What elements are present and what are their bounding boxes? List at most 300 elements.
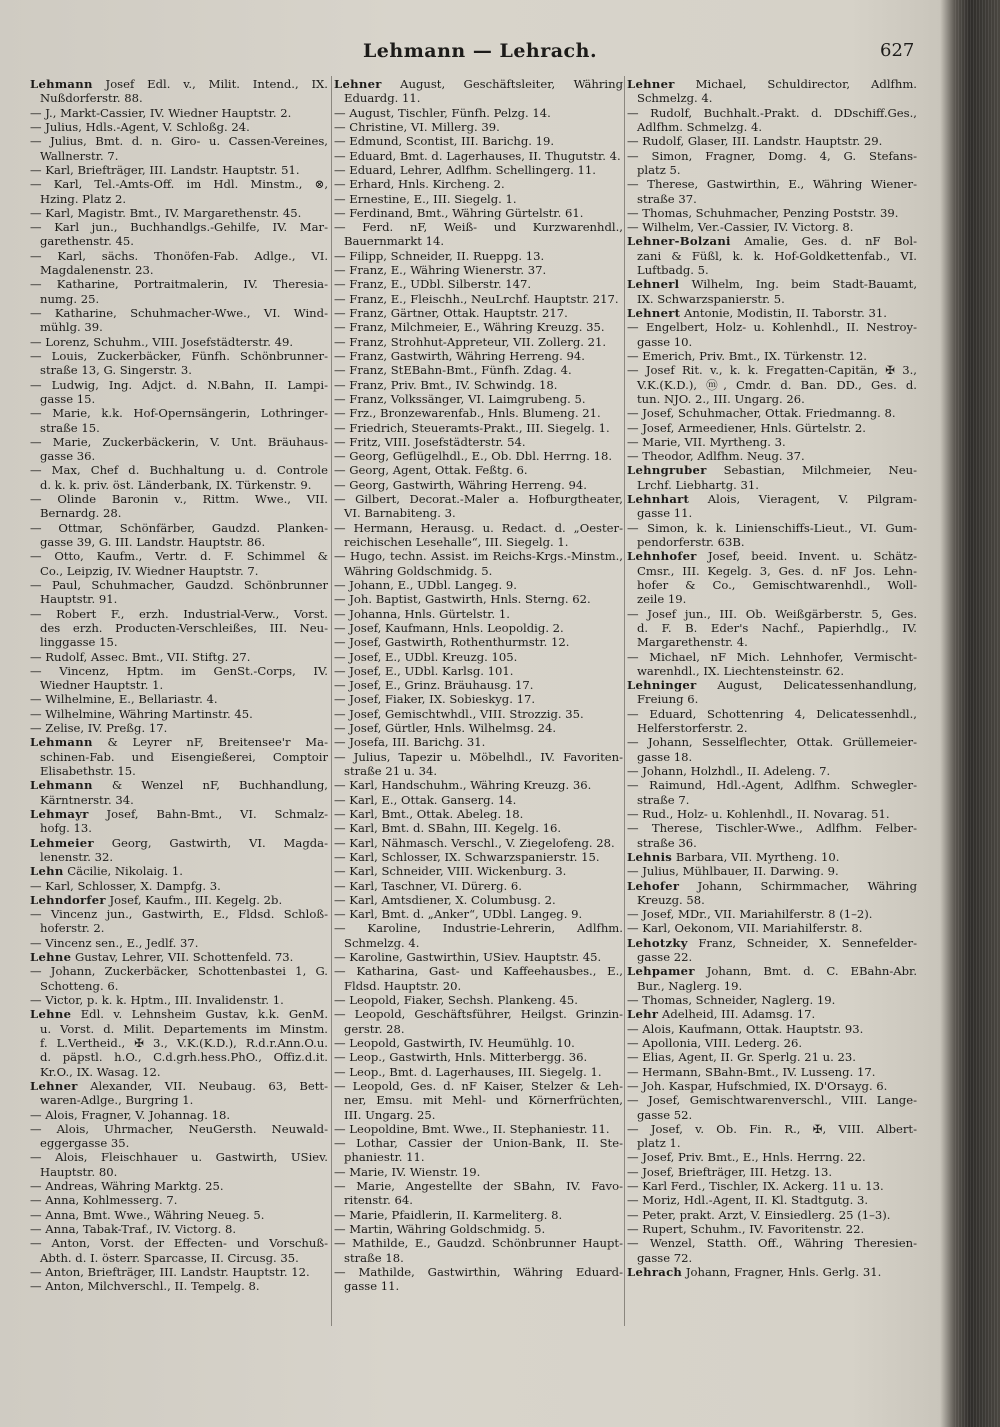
entry-text: Wiedner Hauptstr. 1. <box>40 678 164 693</box>
entry-text: — Josef, Gastwirth, Rothenthurmstr. 12. <box>334 635 570 650</box>
entry-text: — Hermann, SBahn-Bmt., IV. Lusseng. 17. <box>627 1064 876 1079</box>
directory-entry <box>334 1007 623 1036</box>
entry-text: — Karl, Bmt. d. „Anker“, UDbl. Langeg. 9. <box>334 907 583 922</box>
entry-text: — Peter, prakt. Arzt, V. Einsiedlerg. 25 (1–3). <box>627 1207 891 1222</box>
entry-continuation-line <box>30 592 328 606</box>
entry-text: gasse 39, G. III. Landstr. Hauptstr. 86. <box>40 535 266 549</box>
entry-line <box>334 149 623 163</box>
directory-entry <box>334 335 623 349</box>
entry-line <box>334 363 623 377</box>
entry-text: straße 15. <box>40 420 100 435</box>
surname-heading: Lehnert <box>627 306 681 320</box>
entry-continuation-line <box>627 564 917 578</box>
entry-text: Nußdorferstr. 88. <box>40 91 143 106</box>
surname-heading: Lehne <box>30 1007 72 1022</box>
directory-entry <box>627 521 917 550</box>
entry-text: — Karl, Handschuhm., Währing Kreuzg. 36. <box>334 778 592 793</box>
entry-continuation-line <box>627 979 917 993</box>
entry-text: — Josef, Fiaker, IX. Sobieskyg. 17. <box>334 692 536 707</box>
entry-text: & Leyrer nF, Breitensee'r Ma- <box>107 735 328 750</box>
entry-text: Johann, Schirmmacher, Währing <box>697 878 917 893</box>
entry-continuation-line <box>334 1193 623 1207</box>
entry-line <box>627 306 917 320</box>
entry-line <box>334 1265 623 1279</box>
entry-text: Josef Edl. v., Milit. Intend., IX. <box>105 77 328 91</box>
entry-text: — Karl, Schlosser, X. Dampfg. 3. <box>30 878 221 893</box>
entry-line <box>627 177 917 191</box>
entry-text: — Rudolf, Glaser, III. Landstr. Hauptstr. 29. <box>627 134 883 149</box>
entry-line <box>334 1165 623 1179</box>
entry-text: Wilhelm, Ing. beim Stadt-Bauamt, <box>691 277 917 292</box>
entry-text: ritenstr. 64. <box>344 1193 413 1208</box>
column-divider <box>624 76 625 1326</box>
entry-continuation-line <box>30 564 328 578</box>
directory-entry <box>30 936 328 950</box>
entry-line <box>30 220 328 234</box>
entry-line <box>627 406 917 420</box>
directory-entry <box>334 492 623 521</box>
entry-line <box>334 592 623 606</box>
entry-text: Edl. v. Lehnsheim Gustav, k.k. GenM. <box>80 1007 328 1022</box>
entry-line <box>30 378 328 392</box>
entry-line <box>30 721 328 735</box>
entry-text: — Edmund, Scontist, III. Barichg. 19. <box>334 134 555 149</box>
directory-entry <box>627 678 917 707</box>
directory-entry <box>627 106 917 135</box>
directory-column-2 <box>334 77 623 1294</box>
directory-entry <box>627 134 917 148</box>
entry-continuation-line <box>334 1022 623 1036</box>
entry-text: August, Delicatessenhandlung, <box>717 678 917 693</box>
entry-text: — Josef, v. Ob. Fin. R., ✠, VIII. Albert- <box>627 1121 917 1136</box>
entry-text: Elisabethstr. 15. <box>40 764 136 778</box>
entry-line <box>627 650 917 664</box>
directory-entry <box>627 363 917 406</box>
surname-heading: Lehmayr <box>30 806 89 821</box>
entry-text: — Marie, IV. Wienstr. 19. <box>334 1164 481 1179</box>
entry-text: — Therese, Tischler-Wwe., Adlfhm. Felber- <box>627 821 917 836</box>
entry-line <box>30 435 328 449</box>
entry-continuation-line <box>30 793 328 807</box>
entry-continuation-line <box>627 1136 917 1150</box>
surname-heading: Lehofer <box>627 878 680 893</box>
directory-entry <box>334 263 623 277</box>
entry-text: — Ludwig, Ing. Adjct. d. N.Bahn, II. Lampi- <box>30 377 328 392</box>
directory-entry <box>627 1165 917 1179</box>
entry-line <box>334 492 623 506</box>
entry-text: — Franz, E., Fleischh., NeuLrchf. Hauptstr. 217. <box>334 291 619 306</box>
directory-entry <box>627 1007 917 1021</box>
entry-text: — Marie, Angestellte der SBahn, IV. Favo- <box>334 1179 623 1194</box>
entry-text: — Franz, Gärtner, Ottak. Hauptstr. 217. <box>334 306 568 320</box>
directory-entry <box>627 1022 917 1036</box>
entry-text: Lrchf. Liebhartg. 31. <box>637 477 759 492</box>
entry-text: Magdalenenstr. 23. <box>40 263 154 278</box>
entry-line <box>627 707 917 721</box>
entry-line <box>627 349 917 363</box>
directory-entry <box>627 435 917 449</box>
directory-entry <box>334 879 623 893</box>
directory-entry <box>334 306 623 320</box>
entry-text: — Rudolf, Buchhalt.-Prakt. d. DDschiff.Ges., <box>627 105 917 120</box>
entry-line <box>627 1079 917 1093</box>
entry-text: gasse 11. <box>344 1279 400 1294</box>
directory-entry <box>627 1093 917 1122</box>
entry-continuation-line <box>30 764 328 778</box>
entry-text: — Fritz, VIII. Josefstädterstr. 54. <box>334 434 526 449</box>
entry-text: — Raimund, Hdl.-Agent, Adlfhm. Schwegler- <box>627 778 917 793</box>
entry-line <box>334 793 623 807</box>
entry-continuation-line <box>334 1108 623 1122</box>
directory-entry <box>334 192 623 206</box>
entry-text: — Leopoldine, Bmt. Wwe., II. Stephaniestr. 11. <box>334 1121 610 1136</box>
entry-text: — Leop., Bmt. d. Lagerhauses, III. Siegelg. 1. <box>334 1064 602 1079</box>
entry-text: — Karl Ferd., Tischler, IX. Ackerg. 11 u. 13. <box>627 1179 884 1194</box>
directory-column-1 <box>30 77 328 1294</box>
entry-line <box>30 879 328 893</box>
entry-continuation-line <box>627 621 917 635</box>
entry-line <box>30 1265 328 1279</box>
directory-entry <box>334 349 623 363</box>
entry-text: — Filipp, Schneider, II. Rueppg. 13. <box>334 248 545 263</box>
entry-line <box>334 163 623 177</box>
entry-line <box>627 421 917 435</box>
directory-entry <box>627 850 917 864</box>
entry-text: Josef, Kaufm., III. Kegelg. 2b. <box>109 892 283 907</box>
entry-text: Luftbadg. 5. <box>637 263 709 278</box>
entry-line <box>627 907 917 921</box>
directory-entry <box>334 721 623 735</box>
entry-text: — Anna, Kohlmesserg. 7. <box>30 1193 178 1208</box>
entry-text: Kärntnerstr. 34. <box>40 792 134 807</box>
entry-line <box>30 206 328 220</box>
entry-line <box>334 721 623 735</box>
entry-continuation-line <box>30 1093 328 1107</box>
entry-line <box>334 692 623 706</box>
entry-text: — Josef, MDr., VII. Mariahilferstr. 8 (1–2). <box>627 907 873 922</box>
entry-line <box>30 664 328 678</box>
entry-text: — Ferdinand, Bmt., Währing Gürtelstr. 61. <box>334 205 584 220</box>
entry-text: — Marie, Zuckerbäckerin, V. Unt. Bräuhaus- <box>30 434 328 449</box>
entry-line <box>30 707 328 721</box>
directory-entry <box>627 764 917 778</box>
entry-continuation-line <box>627 793 917 807</box>
entry-text: Barbara, VII. Myrtheng. 10. <box>675 849 840 864</box>
directory-entry <box>334 635 623 649</box>
directory-entry <box>627 821 917 850</box>
entry-text: — Leop., Gastwirth, Hnls. Mitterbergg. 36. <box>334 1050 588 1065</box>
entry-text: — Christine, VI. Millerg. 39. <box>334 119 500 134</box>
entry-continuation-line <box>30 449 328 463</box>
entry-line <box>334 406 623 420</box>
directory-entry <box>30 735 328 778</box>
entry-line <box>627 1222 917 1236</box>
entry-continuation-line <box>334 506 623 520</box>
entry-line <box>627 1065 917 1079</box>
entry-text: reichischen Lesehalle“, III. Siegelg. 1. <box>344 535 569 549</box>
entry-continuation-line <box>627 163 917 177</box>
entry-text: — Karoline, Industrie-Lehrerin, Adlfhm. <box>334 921 623 936</box>
entry-line <box>627 964 917 978</box>
entry-continuation-line <box>334 91 623 105</box>
entry-continuation-line <box>627 1251 917 1265</box>
entry-line <box>30 1193 328 1207</box>
entry-text: — Franz, Milchmeier, E., Währing Kreuzg. 35. <box>334 320 605 335</box>
directory-entry <box>627 735 917 764</box>
entry-line <box>627 607 917 621</box>
directory-entry <box>30 406 328 435</box>
directory-entry <box>334 1136 623 1165</box>
directory-entry <box>30 349 328 378</box>
entry-text: — Wenzel, Statth. Off., Währing Theresien- <box>627 1236 917 1251</box>
entry-line <box>30 936 328 950</box>
directory-entry <box>627 1208 917 1222</box>
directory-entry <box>334 106 623 120</box>
entry-line <box>627 735 917 749</box>
directory-entry <box>627 1179 917 1193</box>
entry-line <box>30 492 328 506</box>
entry-continuation-line <box>334 764 623 778</box>
entry-text: Schmelzg. 4. <box>344 935 420 950</box>
entry-text: — Katharine, Portraitmalerin, IV. Theresia- <box>30 277 328 292</box>
entry-text: gasse 72. <box>637 1250 693 1265</box>
entry-line <box>334 549 623 563</box>
entry-text: Bauernmarkt 14. <box>344 234 445 249</box>
directory-entry <box>627 807 917 821</box>
entry-text: — Karl, Bmt. d. SBahn, III. Kegelg. 16. <box>334 821 562 836</box>
directory-entry <box>334 1222 623 1236</box>
entry-text: Gustav, Lehrer, VII. Schottenfeld. 73. <box>74 950 294 965</box>
entry-line <box>30 277 328 291</box>
entry-text: — Leopold, Geschäftsführer, Heilgst. Grinzin- <box>334 1007 623 1022</box>
entry-line <box>30 549 328 563</box>
entry-line <box>30 306 328 320</box>
entry-line <box>30 950 328 964</box>
entry-text: — Karl, Amtsdiener, X. Columbusg. 2. <box>334 892 556 907</box>
entry-line <box>30 463 328 477</box>
entry-line <box>30 864 328 878</box>
entry-line <box>334 907 623 921</box>
entry-text: — Louis, Zuckerbäcker, Fünfh. Schönbrunner- <box>30 348 328 363</box>
entry-text: — Vincenz jun., Gastwirth, E., Fldsd. Schloß- <box>30 907 328 922</box>
directory-entry <box>30 1179 328 1193</box>
entry-line <box>334 449 623 463</box>
entry-text: — Olinde Baronin v., Rittm. Wwe., VII. <box>30 492 328 507</box>
directory-entry <box>30 836 328 865</box>
entry-text: eggergasse 35. <box>40 1136 130 1151</box>
entry-line <box>334 921 623 935</box>
entry-text: Alois, Vieragent, V. Pilgram- <box>707 492 917 507</box>
directory-entry <box>334 1208 623 1222</box>
entry-line <box>334 821 623 835</box>
directory-entry <box>334 120 623 134</box>
entry-text: — Robert F., erzh. Industrial-Verw., Vorst. <box>30 606 328 621</box>
entry-continuation-line <box>30 678 328 692</box>
entry-text: — Joh. Baptist, Gastwirth, Hnls. Sterng. 62. <box>334 592 591 607</box>
entry-text: — Max, Chef d. Buchhaltung u. d. Controle <box>30 463 328 478</box>
entry-text: ner, Emsu. mit Mehl- und Körnerfrüchten, <box>344 1093 623 1108</box>
directory-entry <box>627 650 917 679</box>
entry-line <box>627 764 917 778</box>
entry-text: — Emerich, Priv. Bmt., IX. Türkenstr. 12. <box>627 348 867 363</box>
directory-entry <box>334 77 623 106</box>
entry-text: V.K.(K.D.), ⓜ, Cmdr. d. Ban. DD., Ges. d. <box>637 377 917 392</box>
entry-text: Franz, Schneider, X. Sennefelder- <box>698 935 917 950</box>
entry-line <box>30 893 328 907</box>
entry-continuation-line <box>30 263 328 277</box>
directory-entry <box>334 1165 623 1179</box>
surname-heading: Lehninger <box>627 678 697 693</box>
entry-text: straße 18. <box>344 1250 404 1265</box>
directory-entry <box>30 77 328 106</box>
entry-line <box>627 778 917 792</box>
surname-heading: Lehn <box>30 864 64 879</box>
entry-text: Hzing. Platz 2. <box>40 191 127 206</box>
entry-line <box>334 621 623 635</box>
directory-entry <box>334 750 623 779</box>
entry-line <box>334 192 623 206</box>
entry-line <box>334 1065 623 1079</box>
entry-text: — Anton, Milchverschl., II. Tempelg. 8. <box>30 1279 260 1294</box>
entry-text: — Georg, Agent, Ottak. Feßtg. 6. <box>334 463 528 478</box>
directory-entry <box>30 549 328 578</box>
entry-text: — Josef, Priv. Bmt., E., Hnls. Herrng. 22. <box>627 1150 866 1165</box>
entry-continuation-line <box>627 635 917 649</box>
entry-text: — Josef Rit. v., k. k. Fregatten-Capitän, ✠ 3., <box>627 363 917 378</box>
entry-line <box>627 1208 917 1222</box>
entry-text: zani & Füßl, k. k. Hof-Goldkettenfab., VI. <box>637 248 917 263</box>
entry-text: Cäcilie, Nikolaig. 1. <box>67 864 183 879</box>
directory-entry <box>627 306 917 320</box>
entry-text: schinen-Fab. und Eisengießerei, Comptoir <box>40 749 328 764</box>
entry-text: — Karl, Magistr. Bmt., IV. Margarethenstr. 45. <box>30 205 302 220</box>
entry-line <box>30 1179 328 1193</box>
directory-entry <box>30 521 328 550</box>
directory-entry <box>627 1193 917 1207</box>
directory-entry <box>627 320 917 349</box>
directory-entry <box>627 234 917 277</box>
entry-continuation-line <box>30 1165 328 1179</box>
entry-continuation-line <box>627 535 917 549</box>
entry-continuation-line <box>627 249 917 263</box>
directory-entry <box>334 421 623 435</box>
directory-entry <box>334 549 623 578</box>
entry-line <box>627 277 917 291</box>
entry-text: — Thomas, Schuhmacher, Penzing Poststr. 39. <box>627 205 899 220</box>
directory-entry <box>30 778 328 807</box>
entry-continuation-line <box>30 234 328 248</box>
entry-text: — Karl, sächs. Thonöfen-Fab. Adlge., VI. <box>30 248 328 263</box>
entry-line <box>627 1265 917 1279</box>
entry-line <box>334 134 623 148</box>
entry-continuation-line <box>30 535 328 549</box>
directory-entry <box>334 392 623 406</box>
directory-entry <box>627 492 917 521</box>
entry-text: — Marie, Pfaidlerin, II. Karmeliterg. 8. <box>334 1207 563 1222</box>
directory-entry <box>30 435 328 464</box>
entry-continuation-line <box>30 91 328 105</box>
entry-continuation-line <box>30 506 328 520</box>
entry-line <box>627 220 917 234</box>
surname-heading: Lehner-Bolzani <box>627 234 731 249</box>
entry-line <box>627 1007 917 1021</box>
entry-text: — Andreas, Währing Marktg. 25. <box>30 1179 224 1194</box>
entry-text: phaniestr. 11. <box>344 1150 425 1165</box>
entry-text: linggasse 15. <box>40 635 118 650</box>
entry-text: — Josef, E., Grinz. Bräuhausg. 17. <box>334 678 534 693</box>
entry-continuation-line <box>30 421 328 435</box>
entry-text: — Friedrich, Steueramts-Prakt., III. Siegelg. 1. <box>334 420 610 435</box>
entry-text: Fldsd. Hauptstr. 20. <box>344 978 462 993</box>
entry-text: & Wenzel nF, Buchhandlung, <box>111 778 328 793</box>
entry-continuation-line <box>30 1036 328 1050</box>
entry-line <box>334 1036 623 1050</box>
surname-heading: Lehner <box>334 77 382 91</box>
entry-text: — Julius, Tapezir u. Möbelhdl., IV. Favoriten- <box>334 749 623 764</box>
entry-line <box>334 120 623 134</box>
directory-entry <box>30 134 328 163</box>
entry-text: — August, Tischler, Fünfh. Pelzg. 14. <box>334 105 551 120</box>
entry-continuation-line <box>334 564 623 578</box>
directory-entry <box>30 163 328 177</box>
entry-line <box>334 735 623 749</box>
entry-line <box>627 1179 917 1193</box>
entry-text: — Katharine, Schuhmacher-Wwe., VI. Wind- <box>30 306 328 320</box>
directory-entry <box>627 206 917 220</box>
entry-text: zeile 19. <box>637 592 687 607</box>
surname-heading: Lehnis <box>627 849 673 864</box>
entry-line <box>30 77 328 91</box>
entry-line <box>30 692 328 706</box>
directory-entry <box>30 607 328 650</box>
directory-entry <box>30 864 328 878</box>
directory-entry <box>30 650 328 664</box>
directory-entry <box>627 1036 917 1050</box>
entry-line <box>334 249 623 263</box>
entry-text: — Moriz, Hdl.-Agent, II. Kl. Stadtgutg. 3. <box>627 1193 869 1208</box>
entry-continuation-line <box>627 893 917 907</box>
directory-entry <box>334 1265 623 1294</box>
entry-continuation-line <box>627 750 917 764</box>
entry-text: gasse 36. <box>40 449 96 464</box>
surname-heading: Lehmann <box>30 778 93 793</box>
directory-entry <box>334 592 623 606</box>
entry-line <box>334 392 623 406</box>
entry-text: Johann, Bmt. d. C. EBahn-Abr. <box>706 964 917 979</box>
directory-entry <box>627 449 917 463</box>
directory-entry <box>30 1208 328 1222</box>
entry-text: — Ernestine, E., III. Siegelg. 1. <box>334 191 517 206</box>
entry-line <box>334 220 623 234</box>
entry-text: — Rudolf, Assec. Bmt., VII. Stiftg. 27. <box>30 649 251 664</box>
entry-text: Bur., Naglerg. 19. <box>637 978 743 993</box>
entry-line <box>627 1165 917 1179</box>
entry-text: u. Vorst. d. Milit. Departements im Minstm. <box>40 1021 328 1036</box>
entry-text: — Georg, Gastwirth, Währing Herreng. 94. <box>334 477 587 492</box>
entry-line <box>30 177 328 191</box>
entry-text: — Johann, E., UDbl. Langeg. 9. <box>334 577 517 592</box>
entry-line <box>334 349 623 363</box>
entry-continuation-line <box>30 149 328 163</box>
entry-line <box>334 421 623 435</box>
entry-continuation-line <box>30 1050 328 1064</box>
directory-entry <box>30 1150 328 1179</box>
entry-line <box>627 1022 917 1036</box>
entry-line <box>334 77 623 91</box>
entry-text: Alexander, VII. Neubaug. 63, Bett- <box>90 1078 328 1093</box>
entry-text: Hauptstr. 91. <box>40 592 118 607</box>
directory-entry <box>627 1050 917 1064</box>
